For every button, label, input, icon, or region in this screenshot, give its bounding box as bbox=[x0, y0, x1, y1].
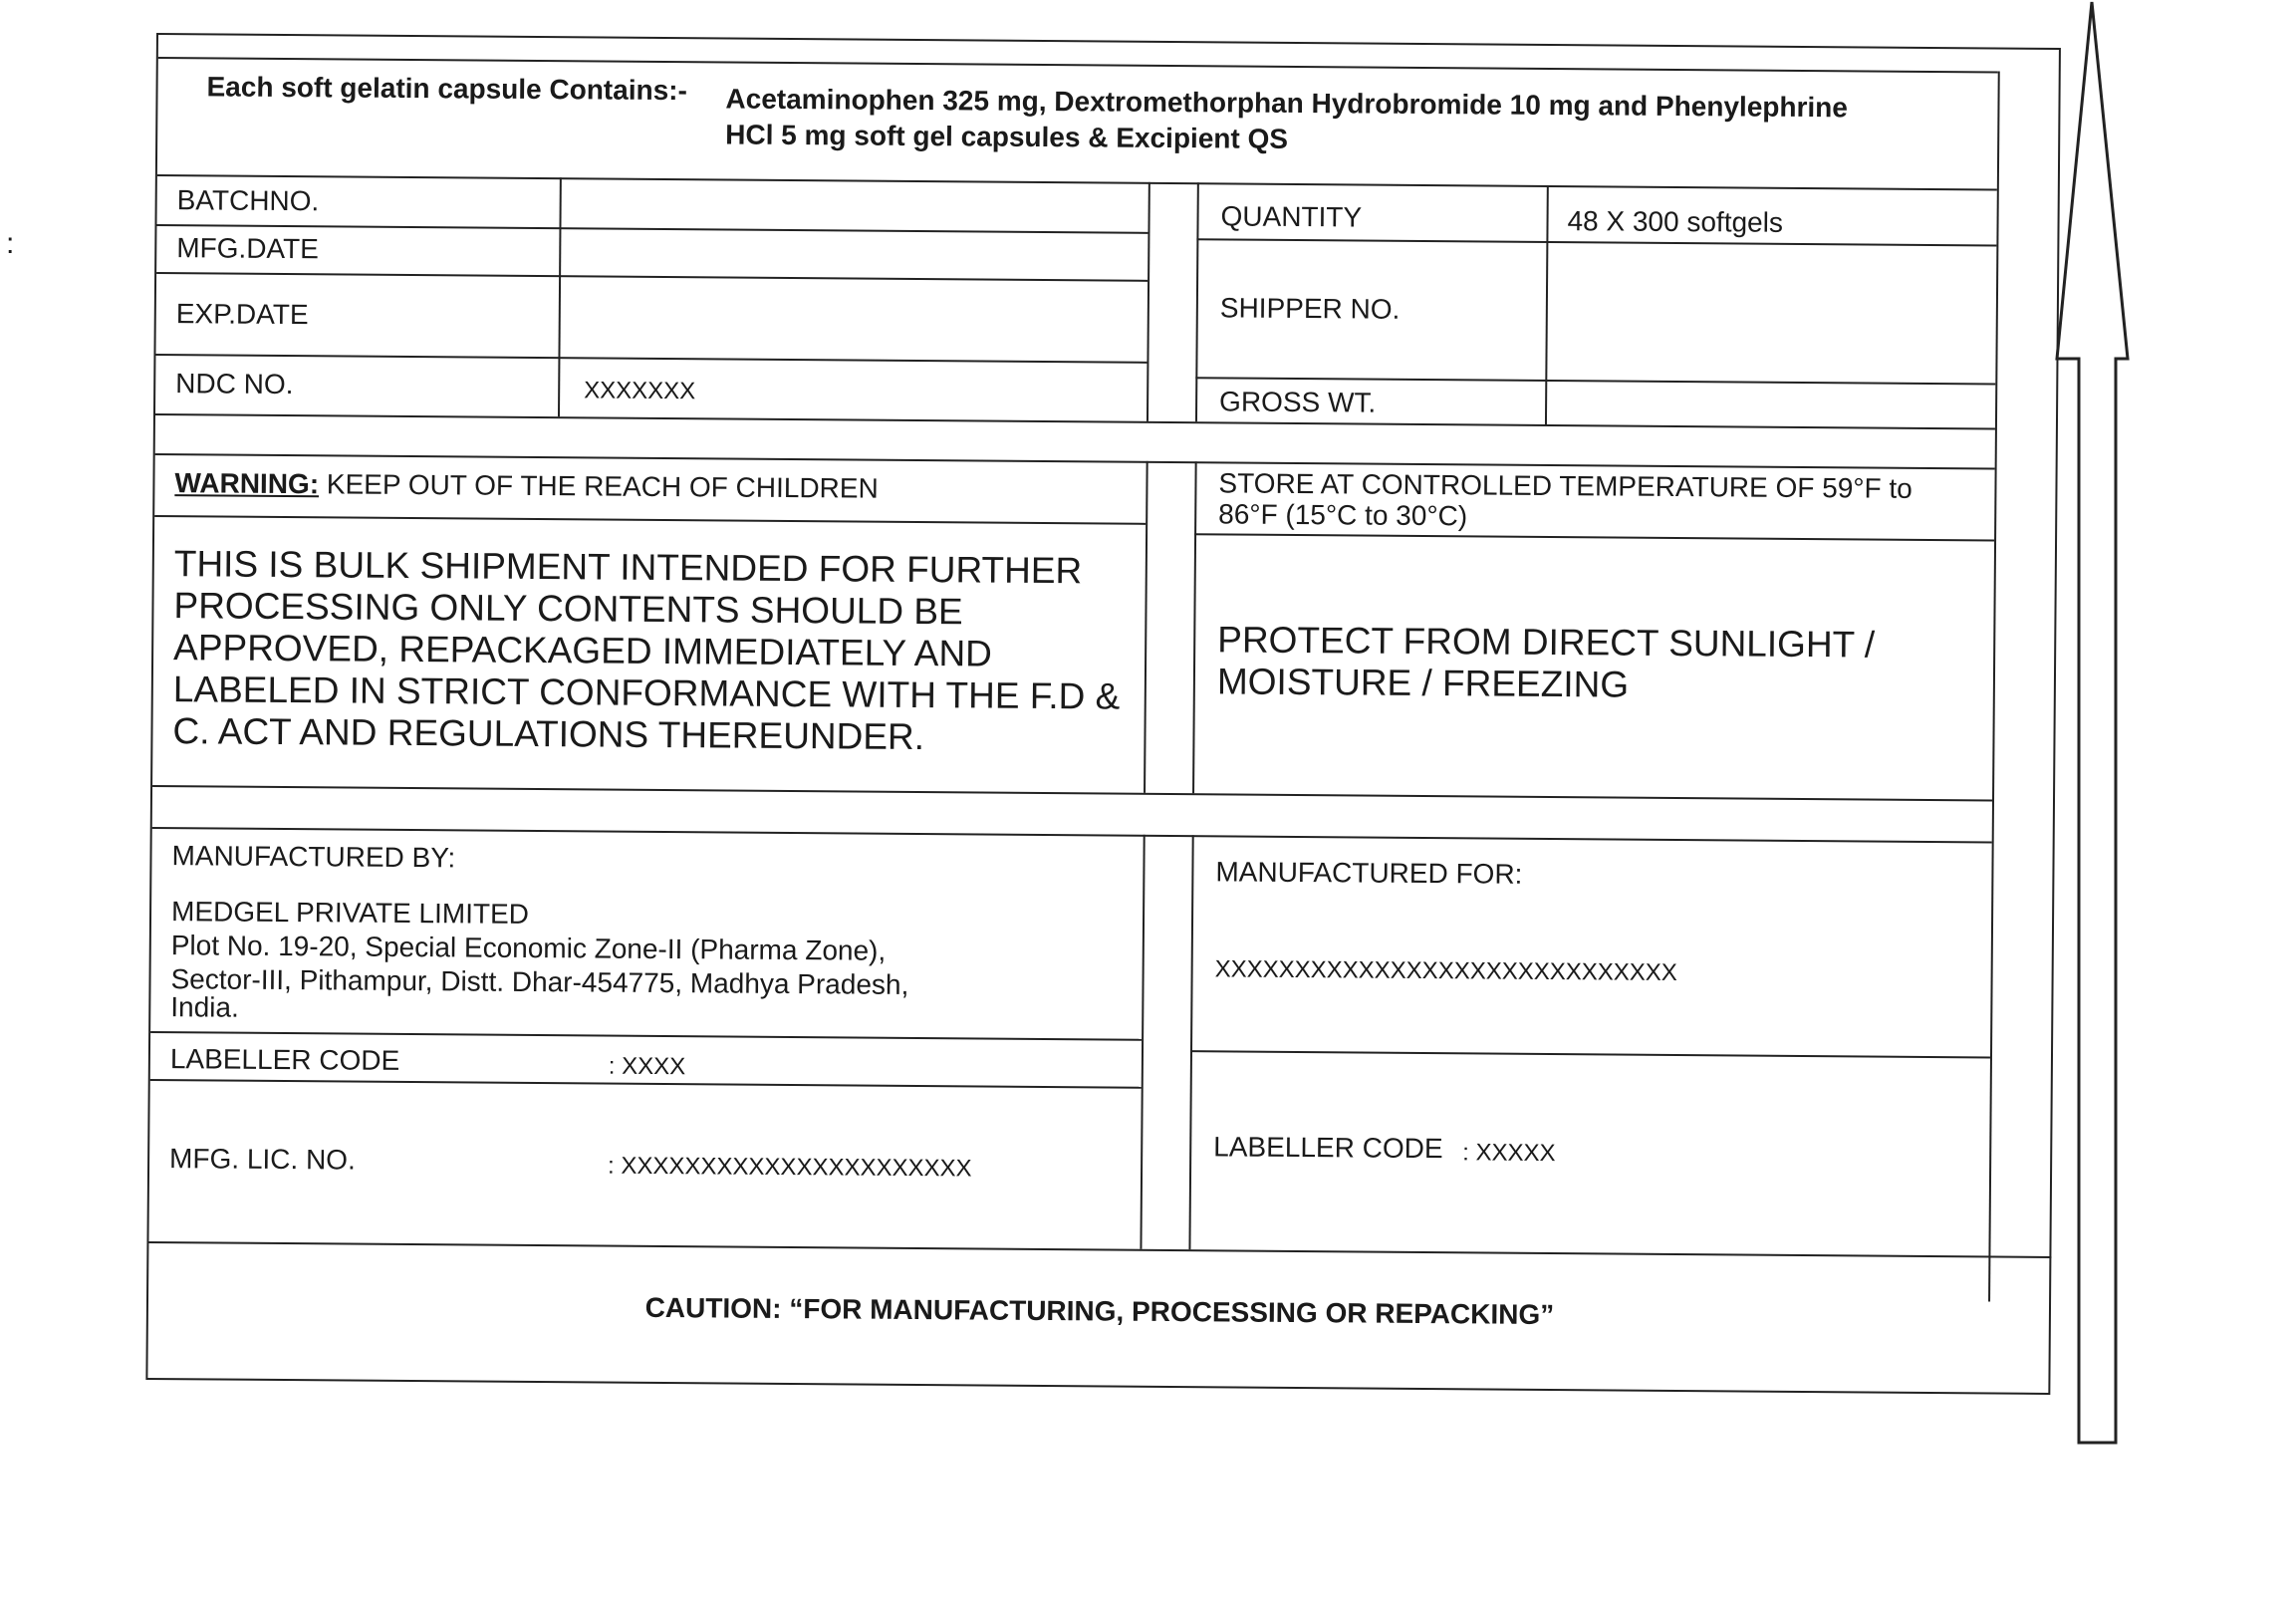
labeller-code-value: : XXXX bbox=[608, 1052, 686, 1081]
caution-text: CAUTION: “FOR MANUFACTURING, PROCESSING OR REPACKING” bbox=[644, 1291, 1555, 1331]
fields-right-divider bbox=[1545, 185, 1549, 424]
warning-bottom-line bbox=[152, 785, 1992, 802]
manufactured-for-heading: MANUFACTURED FOR: bbox=[1215, 856, 1523, 890]
contents-line-2: HCl 5 mg soft gel capsules & Excipient QS bbox=[725, 119, 1289, 154]
mfg-lic-no-value: : XXXXXXXXXXXXXXXXXXXXXX bbox=[607, 1152, 972, 1183]
right-margin-line bbox=[1988, 72, 2000, 1302]
warning-text: KEEP OUT OF THE REACH OF CHILDREN bbox=[318, 468, 879, 504]
manufacturer-center-left-line bbox=[1140, 835, 1145, 1249]
labeller-code-label: LABELLER CODE bbox=[169, 1043, 400, 1076]
warning-center-right-line bbox=[1192, 461, 1197, 793]
manufacturer-center-right-line bbox=[1188, 835, 1193, 1249]
caution-top-line bbox=[148, 1241, 2051, 1258]
fields-center-left-line bbox=[1147, 182, 1150, 421]
manufacturer-address-3: India. bbox=[170, 991, 239, 1023]
manufacturer-address-2: Sector-III, Pithampur, Distt. Dhar-454775, Madhya Pradesh, bbox=[170, 963, 909, 1000]
row-line-shipper bbox=[1195, 377, 1995, 385]
manufacturer-address-1: Plot No. 19-20, Special Economic Zone-II (Pharma Zone), bbox=[170, 930, 887, 966]
ndc-no-value: XXXXXXX bbox=[584, 377, 696, 405]
warning-heading: WARNING: bbox=[174, 467, 320, 500]
row-line-quantity bbox=[1196, 238, 1996, 246]
for-labeller-code-label: LABELLER CODE bbox=[1213, 1131, 1443, 1165]
warning-heading-line bbox=[154, 515, 1146, 525]
exp-date-label: EXP.DATE bbox=[175, 298, 309, 331]
protect-notice: PROTECT FROM DIRECT SUNLIGHT / MOISTURE / FREEZING bbox=[1216, 619, 1876, 705]
gross-wt-label: GROSS WT. bbox=[1219, 386, 1377, 418]
manufactured-for-value: XXXXXXXXXXXXXXXXXXXXXXXXXXXXX bbox=[1214, 955, 1677, 987]
manufactured-by-heading: MANUFACTURED BY: bbox=[171, 840, 456, 874]
shipper-no-label: SHIPPER NO. bbox=[1219, 292, 1401, 325]
row-line-mfg bbox=[156, 272, 1148, 282]
shipping-label bbox=[145, 33, 2061, 1395]
manufacturer-name: MEDGEL PRIVATE LIMITED bbox=[170, 896, 530, 930]
header-top-line bbox=[158, 57, 1998, 74]
margin-mark: : bbox=[6, 227, 15, 260]
warning-center-left-line bbox=[1144, 461, 1148, 793]
fields-bottom-line bbox=[155, 413, 1995, 430]
contents-line-1: Acetaminophen 325 mg, Dextromethorphan Hydrobromide 10 mg and Phenylephrine bbox=[725, 83, 1849, 124]
fields-left-divider bbox=[558, 177, 562, 416]
fields-center-right-line bbox=[1195, 182, 1199, 421]
row-line-exp bbox=[155, 354, 1147, 364]
warning-top-line bbox=[155, 453, 1995, 470]
quantity-label: QUANTITY bbox=[1220, 200, 1363, 233]
quantity-value: 48 X 300 softgels bbox=[1567, 205, 1784, 238]
contents-label: Each soft gelatin capsule Contains:- bbox=[206, 71, 687, 107]
for-labeller-code-value: : XXXXX bbox=[1462, 1139, 1556, 1168]
fields-top-line bbox=[157, 174, 1997, 191]
mfg-lic-no-label: MFG. LIC. NO. bbox=[169, 1143, 356, 1176]
up-arrow-icon bbox=[2052, 0, 2132, 1445]
warning-line bbox=[174, 467, 879, 505]
labeller-top-line bbox=[150, 1031, 1142, 1041]
storage-temperature: STORE AT CONTROLLED TEMPERATURE OF 59°F to 86°F (15°C to 30°C) bbox=[1218, 467, 1913, 532]
bulk-shipment-notice: THIS IS BULK SHIPMENT INTENDED FOR FURTHER PROCESSING ONLY CONTENTS SHOULD BE APPROVED, REPACKAGED IMMEDIATELY AND LABELED IN STRICT CONFORMANCE WITH THE F.D & C. ACT AND REGULATIONS THEREUNDER. bbox=[172, 543, 1121, 758]
mfg-date-label: MFG.DATE bbox=[176, 232, 320, 265]
ndc-no-label: NDC NO. bbox=[175, 368, 294, 401]
batch-no-label: BATCHNO. bbox=[176, 184, 320, 217]
for-labeller-line bbox=[1190, 1050, 1990, 1058]
manufacturer-top-line bbox=[152, 827, 1992, 844]
